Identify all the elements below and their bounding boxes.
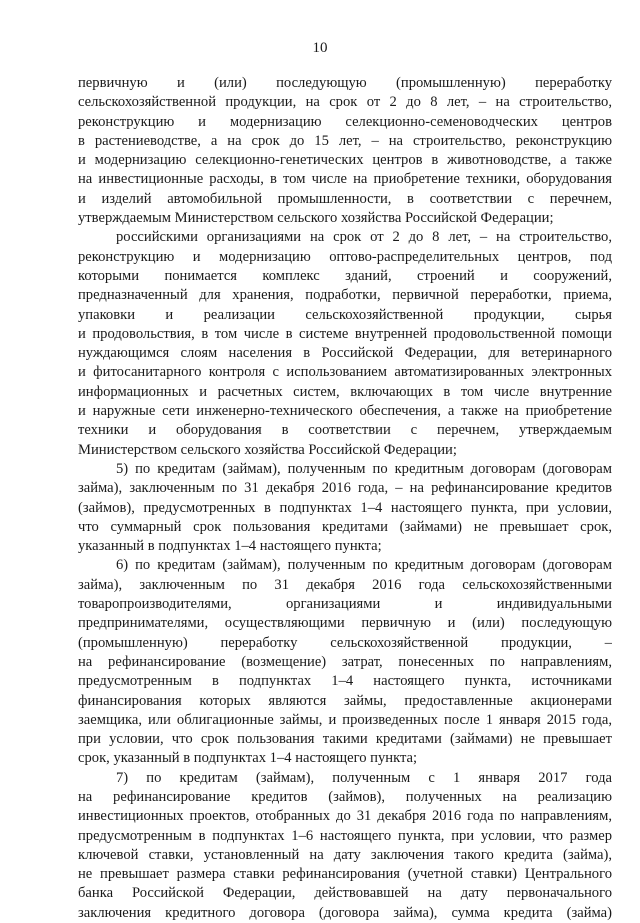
text-line: которыми понимается комплекс зданий, строений и сооружений, bbox=[78, 267, 612, 284]
page-number: 10 bbox=[312, 40, 328, 56]
text-line: срок, указанный в подпунктах 1–4 настоящего пункта; bbox=[78, 750, 418, 767]
text-line: (промышленную) переработку сельскохозяйственной продукции, – bbox=[78, 634, 612, 651]
text-line: 5) по кредитам (займам), полученным по кредитным договорам (договорам bbox=[116, 460, 612, 477]
text-line: предпринимателями, осуществляющими первичную и (или) последующую bbox=[78, 615, 612, 632]
text-line: утверждаемым Министерством сельского хозяйства Российской Федерации; bbox=[78, 210, 554, 227]
text-line: на рефинансирование кредитов (займов), полученных на реализацию bbox=[78, 788, 612, 805]
text-line: первичную и (или) последующую (промышленную) переработку bbox=[78, 75, 612, 91]
text-line: заключения кредитного договора (договора займа), сумма кредита (займа) bbox=[78, 904, 612, 921]
text-line: Министерством сельского хозяйства Российской Федерации; bbox=[78, 441, 457, 458]
text-line: при условии, что срок пользования такими кредитами (займами) не превышает bbox=[78, 731, 612, 748]
text-line: предусмотренным в подпунктах 1–6 настоящего пункта, при условии, что размер bbox=[78, 827, 612, 844]
text-line: что суммарный срок пользования кредитами (займами) не превышает срок, bbox=[78, 518, 612, 535]
text-line: нуждающимся слоям населения в Российской Федерации, для ветеринарного bbox=[78, 345, 612, 362]
text-line: упаковки и реализации сельскохозяйственной продукции, сырья bbox=[78, 306, 612, 323]
text-line: информационных и расчетных систем, включающих в том числе внутренние bbox=[78, 383, 612, 400]
text-line: 6) по кредитам (займам), полученным по кредитным договорам (договорам bbox=[116, 557, 612, 574]
text-line: в растениеводстве, а на срок до 15 лет, – на строительство, реконструкцию bbox=[78, 132, 612, 149]
text-line: займа), заключенным по 31 декабря 2016 года, – на рефинансирование кредитов bbox=[78, 480, 612, 497]
body-text bbox=[78, 74, 612, 923]
text-line: товаропроизводителями, организациями и индивидуальными bbox=[78, 596, 612, 613]
text-line: и модернизацию селекционно-генетических центров в животноводстве, а также bbox=[78, 152, 612, 169]
text-line: банка Российской Федерации, действовавшей на дату первоначального bbox=[78, 885, 612, 902]
text-line: сельскохозяйственной продукции, на срок от 2 до 8 лет, – на строительство, bbox=[78, 94, 612, 111]
text-line: займа), заключенным по 31 декабря 2016 года сельскохозяйственными bbox=[78, 576, 612, 593]
text-line: техники и оборудования в соответствии с перечнем, утверждаемым bbox=[78, 422, 612, 439]
text-line: не превышает размера ставки рефинансирования (учетной ставки) Центрального bbox=[78, 866, 612, 883]
text-line: заемщика, или облигационные займы, и произведенных после 1 января 2015 года, bbox=[78, 711, 612, 728]
text-line: реконструкцию и модернизацию оптово-распределительных центров, под bbox=[78, 248, 612, 265]
text-line: (займов), предусмотренных в подпунктах 1–4 настоящего пункта, при условии, bbox=[78, 499, 612, 516]
text-line: и наружные сети инженерно-технического обеспечения, а также на приобретение bbox=[78, 403, 612, 420]
text-line: указанный в подпунктах 1–4 настоящего пункта; bbox=[78, 538, 382, 555]
text-line: и изделий автомобильной промышленности, в соответствии с перечнем, bbox=[78, 190, 612, 207]
text-line: и фитосанитарного контроля с использованием автоматизированных электронных bbox=[78, 364, 612, 381]
text-line: на инвестиционные расходы, в том числе на приобретение техники, оборудования bbox=[78, 171, 612, 188]
text-line: реконструкцию и модернизацию селекционно-семеноводческих центров bbox=[78, 113, 612, 130]
text-line: российскими организациями на срок от 2 до 8 лет, – на строительство, bbox=[116, 229, 612, 246]
text-line: на рефинансирование (возмещение) затрат, понесенных по направлениям, bbox=[78, 653, 612, 670]
text-line: предусмотренным в подпунктах 1–4 настоящего пункта, источниками bbox=[78, 673, 612, 690]
text-line: 7) по кредитам (займам), полученным с 1 января 2017 года bbox=[116, 769, 612, 786]
text-line: инвестиционных проектов, отобранных до 31 декабря 2016 года по направлениям, bbox=[78, 808, 612, 825]
text-line: ключевой ставки, установленный на дату заключения такого кредита (займа), bbox=[78, 846, 612, 863]
text-line: и продовольствия, в том числе в системе внутренней продовольственной помощи bbox=[78, 325, 612, 342]
text-line: предназначенный для хранения, подработки, первичной переработки, приема, bbox=[78, 287, 612, 304]
text-line: финансирования которых являются займы, предоставленные акционерами bbox=[78, 692, 612, 709]
